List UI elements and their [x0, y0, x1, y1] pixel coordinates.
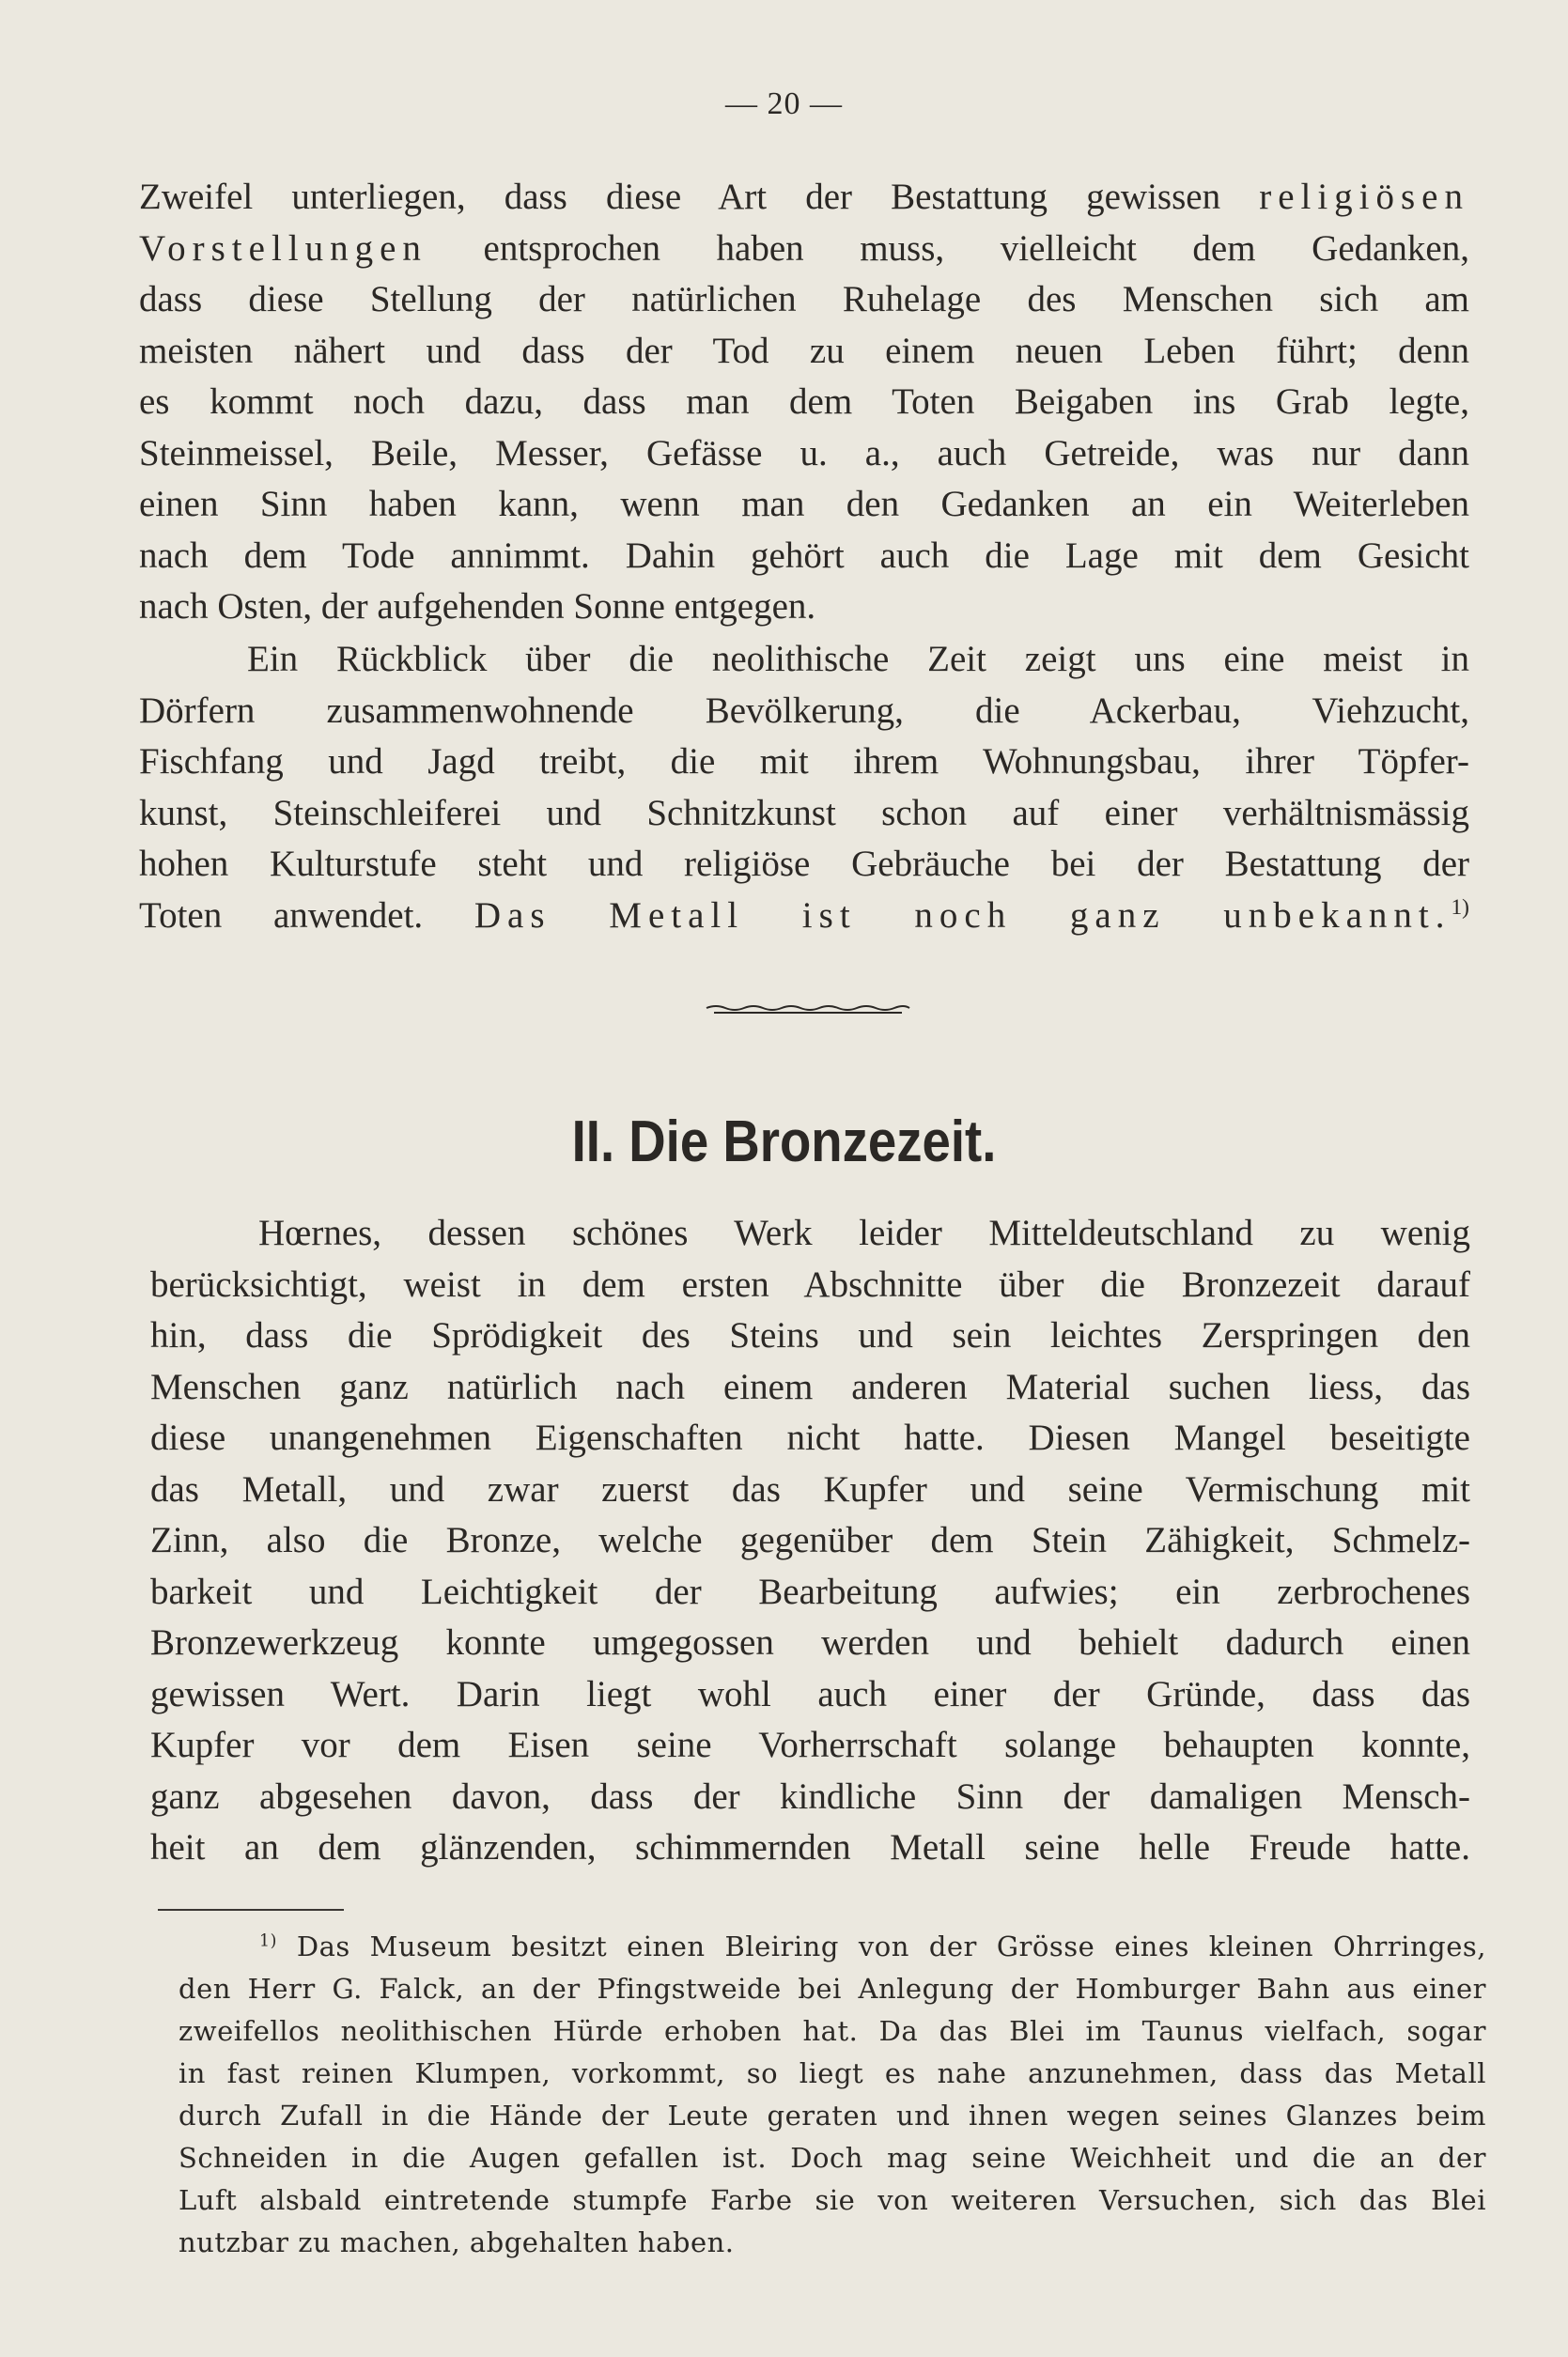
footnote-line: durch Zufall in die Hände der Leute geraten und ihnen wegen seines Glanzes beim [179, 2100, 1486, 2132]
footnote-line: nutzbar zu machen, abgehalten haben. [179, 2226, 735, 2258]
text-line: diese unangenehmen Eigenschaften nicht hatte. Diesen Mangel beseitigte [150, 1418, 1470, 1458]
text-line: Steinmeissel, Beile, Messer, Gefässe u. a., auch Getreide, was nur dann [139, 432, 1469, 473]
text-line: Bronzewerkzeug konnte umgegossen werden und behielt dadurch einen [150, 1622, 1470, 1663]
text-line: Kupfer vor dem Eisen seine Vorherrschaft solange behaupten konnte, [150, 1725, 1470, 1765]
text-line: einen Sinn haben kann, wenn man den Gedanken an ein Weiterleben [139, 484, 1469, 524]
text-line: Zweifel unterliegen, dass diese Art der Bestattung gewissen religiösen [139, 177, 1469, 217]
paragraph-bronze-age [150, 1208, 1470, 1874]
text-line: meisten nähert und dass der Tod zu einem neuen Leben führt; denn [139, 330, 1469, 371]
text-line: nach dem Tode annimmt. Dahin gehört auch die Lage mit dem Gesicht [139, 535, 1469, 576]
footnote-line: Luft alsbald eintretende stumpfe Farbe sie von weiteren Versuchen, sich das Blei [179, 2184, 1486, 2216]
paragraph-burial-customs [139, 172, 1469, 633]
text-line: Hœrnes, dessen schönes Werk leider Mitteldeutschland zu wenig [258, 1213, 1470, 1253]
text-line: Dörfern zusammenwohnende Bevölkerung, die Ackerbau, Viehzucht, [139, 690, 1469, 731]
text-line: ganz abgesehen davon, dass der kindliche Sinn der damaligen Mensch- [150, 1776, 1470, 1817]
footnote-line: den Herr G. Falck, an der Pfingstweide bei Anlegung der Homburger Bahn aus einer [179, 1973, 1486, 2005]
text-line: kunst, Steinschleiferei und Schnitzkunst schon auf einer verhältnismässig [139, 792, 1469, 833]
text-line: barkeit und Leichtigkeit der Bearbeitung aufwies; ein zerbrochenes [150, 1571, 1470, 1612]
footnote-line: in fast reinen Klumpen, vorkommt, so liegt es nahe anzunehmen, dass das Metall [179, 2057, 1486, 2089]
text-line: hin, dass die Sprödigkeit des Steins und sein leichtes Zerspringen den [150, 1315, 1470, 1356]
text-line: hohen Kulturstufe steht und religiöse Gebräuche bei der Bestattung der [139, 844, 1469, 884]
footnote-line: $^{1)}$ Das Museum besitzt einen Bleiring von der Grösse eines kleinen Ohrringes, [259, 1931, 1486, 1962]
paragraph-neolithic-summary [139, 634, 1469, 941]
text-line: gewissen Wert. Darin liegt wohl auch einer der Gründe, dass das [150, 1673, 1470, 1714]
section-divider-ornament [705, 1003, 911, 1016]
text-line: heit an dem glänzenden, schimmernden Metall seine helle Freude hatte. [150, 1827, 1470, 1868]
footnote-reference: 1) [1451, 894, 1469, 920]
text-line: Vorstellungen entsprochen haben muss, vielleicht dem Gedanken, [139, 227, 1469, 269]
text-line: dass diese Stellung der natürlichen Ruhelage des Menschen sich am [139, 279, 1469, 319]
text-line: nach Osten, der aufgehenden Sonne entgegen. [139, 586, 816, 627]
text-line: Fischfang und Jagd treibt, die mit ihrem Wohnungsbau, ihrer Töpfer- [139, 741, 1469, 782]
page-number: — 20 — [725, 86, 843, 121]
footnote-line: Schneiden in die Augen gefallen ist. Doch mag seine Weichheit und die an der [179, 2142, 1486, 2174]
text-line: Menschen ganz natürlich nach einem anderen Material suchen liess, das [150, 1366, 1470, 1407]
footnote-separator [158, 1909, 344, 1911]
text-line: Zinn, also die Bronze, welche gegenüber dem Stein Zähigkeit, Schmelz- [150, 1520, 1470, 1560]
text-line: Toten anwendet. Das Metall ist noch ganz unbekannt.$^{1)}$ [139, 894, 1469, 936]
footnote-line: zweifellos neolithischen Hürde erhoben hat. Da das Blei im Taunus vielfach, sogar [179, 2015, 1486, 2047]
text-line: es kommt noch dazu, dass man dem Toten Beigaben ins Grab legte, [139, 381, 1469, 422]
chapter-title: II. Die Bronzezeit. [571, 1109, 997, 1174]
emphasized-text: Das Metall ist noch ganz unbekannt. [474, 894, 1452, 936]
text-line: das Metall, und zwar zuerst das Kupfer und seine Vermischung mit [150, 1468, 1470, 1510]
text-line: berücksichtigt, weist in dem ersten Abschnitte über die Bronzezeit darauf [150, 1264, 1470, 1305]
footnote-marker: 1) [259, 1931, 277, 1951]
footnote [179, 1926, 1486, 2264]
text-line: Ein Rückblick über die neolithische Zeit zeigt uns eine meist in [247, 639, 1469, 679]
